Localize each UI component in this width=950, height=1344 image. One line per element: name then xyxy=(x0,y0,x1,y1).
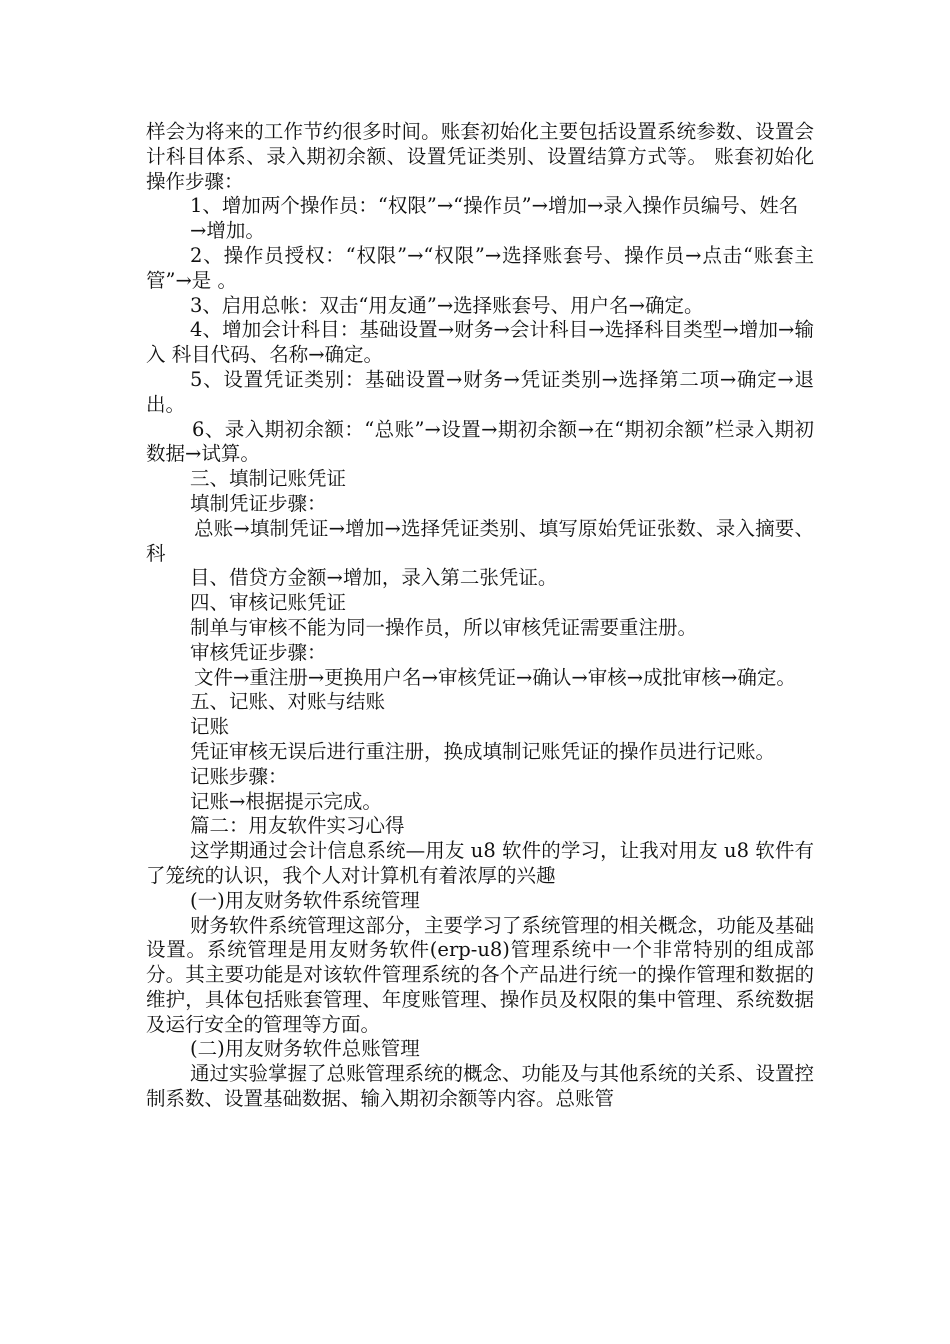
paragraph-step-5: 5、设置凭证类别：基础设置→财务→凭证类别→选择第二项→确定→退出。 xyxy=(146,367,814,416)
paragraph-step-6: 6、录入期初余额：“总账”→设置→期初余额→在“期初余额”栏录入期初数据→试算。 xyxy=(146,417,814,466)
paragraph-posting-title: 记账 xyxy=(190,715,230,739)
paragraph-voucher-steps: 总账→填制凭证→增加→选择凭证类别、填写原始凭证张数、录入摘要、科 xyxy=(146,516,814,565)
heading-section-3: 三、填制记账凭证 xyxy=(190,467,347,491)
paragraph-intro: 样会为将来的工作节约很多时间。账套初始化主要包括设置系统参数、设置会计科目体系、录入期初余额、设置凭证类别、设置结算方式等。 账套初始化操作步骤： xyxy=(146,120,814,193)
heading-subsection-2: (二)用友财务软件总账管理 xyxy=(190,1037,420,1061)
paragraph-posting-steps-title: 记账步骤： xyxy=(190,764,288,788)
paragraph-step-4: 4、增加会计科目：基础设置→财务→会计科目→选择科目类型→增加→输入 科目代码、名称→确定。 xyxy=(146,318,814,367)
paragraph-part-2-intro: 这学期通过会计信息系统—用友 u8 软件的学习，让我对用友 u8 软件有了笼统的认识，我个人对计算机有着浓厚的兴趣 xyxy=(146,839,814,887)
paragraph-review-steps: 文件→重注册→更换用户名→审核凭证→确认→审核→成批审核→确定。 xyxy=(194,665,796,689)
heading-section-5: 五、记账、对账与结账 xyxy=(190,690,386,714)
heading-part-2: 篇二：用友软件实习心得 xyxy=(190,814,405,838)
document-body xyxy=(146,120,814,1112)
paragraph-step-3: 3、启用总帐：双击“用友通”→选择账套号、用户名→确定。 xyxy=(190,293,704,317)
paragraph-review-steps-title: 审核凭证步骤： xyxy=(190,640,327,664)
paragraph-review-note: 制单与审核不能为同一操作员，所以审核凭证需要重注册。 xyxy=(190,615,698,639)
paragraph-voucher-steps-cont: 目、借贷方金额→增加，录入第二张凭证。 xyxy=(190,566,558,590)
heading-section-4: 四、审核记账凭证 xyxy=(190,591,347,615)
paragraph-voucher-steps-title: 填制凭证步骤： xyxy=(190,491,327,515)
paragraph-system-management: 财务软件系统管理这部分，主要学习了系统管理的相关概念，功能及基础设置。系统管理是用友财务软件(erp-u8)管理系统中一个非常特别的组成部分。其主要功能是对该软件管理系统的各个产品进行统一的操作管理和数据的维护，具体包括账套管理、年度账管理、操作员及权限的集中管理、系统数据及运行安全的管理等方面。 xyxy=(146,913,815,1036)
paragraph-step-1: 1、增加两个操作员：“权限”→“操作员”→增加→录入操作员编号、姓名 xyxy=(190,194,799,218)
paragraph-posting-desc: 凭证审核无误后进行重注册，换成填制记账凭证的操作员进行记账。 xyxy=(190,739,776,763)
paragraph-posting-steps: 记账→根据提示完成。 xyxy=(190,789,382,813)
heading-subsection-1: (一)用友财务软件系统管理 xyxy=(190,888,420,912)
paragraph-step-2: 2、操作员授权：“权限”→“权限”→选择账套号、操作员→点击“账套主管”→是 。 xyxy=(146,243,814,292)
paragraph-step-1-cont: →增加。 xyxy=(190,219,265,243)
paragraph-general-ledger: 通过实验掌握了总账管理系统的概念、功能及与其他系统的关系、设置控制系数、设置基础数据、输入期初余额等内容。总账管 xyxy=(146,1062,815,1111)
